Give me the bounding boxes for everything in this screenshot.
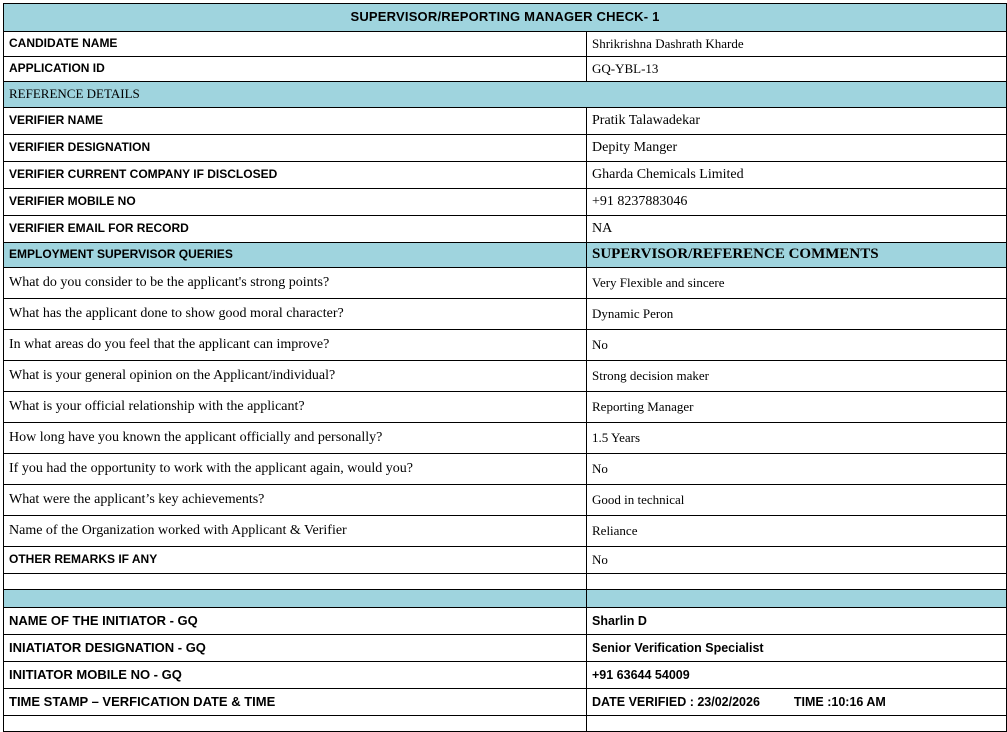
table-row — [4, 423, 1007, 454]
queries-header-left: EMPLOYMENT SUPERVISOR QUERIES — [4, 243, 587, 268]
table-row — [4, 299, 1007, 330]
candidate-name-label: CANDIDATE NAME — [4, 32, 587, 57]
question-label: How long have you known the applicant officially and personally? — [4, 423, 587, 454]
verifier-mobile-label: VERIFIER MOBILE NO — [4, 189, 587, 216]
verifier-email-value: NA — [587, 216, 1007, 243]
table-row — [4, 454, 1007, 485]
application-id-row — [4, 57, 1007, 82]
table-row — [4, 162, 1007, 189]
spacer-cell-right — [587, 574, 1007, 590]
verifier-designation-label: VERIFIER DESIGNATION — [4, 135, 587, 162]
initiator-designation-label: INIATIATOR DESIGNATION - GQ — [4, 635, 587, 662]
question-label: If you had the opportunity to work with the applicant again, would you? — [4, 454, 587, 485]
other-remarks-row — [4, 547, 1007, 574]
question-label: Name of the Organization worked with Applicant & Verifier — [4, 516, 587, 547]
answer-value: Dynamic Peron — [587, 299, 1007, 330]
answer-value: Reliance — [587, 516, 1007, 547]
verifier-company-value: Gharda Chemicals Limited — [587, 162, 1007, 189]
answer-value: Good in technical — [587, 485, 1007, 516]
table-row — [4, 485, 1007, 516]
timestamp-time: TIME :10:16 AM — [793, 694, 886, 709]
other-remarks-label: OTHER REMARKS IF ANY — [4, 547, 587, 574]
timestamp-row — [4, 689, 1007, 716]
timestamp-date: DATE VERIFIED : 23/02/2026 — [592, 694, 760, 709]
table-row — [4, 516, 1007, 547]
table-row — [4, 608, 1007, 635]
table-row — [4, 216, 1007, 243]
table-row — [4, 392, 1007, 423]
answer-value: Very Flexible and sincere — [587, 268, 1007, 299]
verifier-name-label: VERIFIER NAME — [4, 108, 587, 135]
verification-form-table — [3, 3, 1007, 732]
verifier-name-value: Pratik Talawadekar — [587, 108, 1007, 135]
verifier-company-label: VERIFIER CURRENT COMPANY IF DISCLOSED — [4, 162, 587, 189]
queries-header-row — [4, 243, 1007, 268]
queries-header-right: SUPERVISOR/REFERENCE COMMENTS — [587, 243, 1007, 268]
reference-details-section-title: REFERENCE DETAILS — [4, 82, 1007, 108]
footer-spacer-left — [4, 716, 587, 732]
question-label: In what areas do you feel that the applicant can improve? — [4, 330, 587, 361]
spacer-row — [4, 574, 1007, 590]
initiator-name-label: NAME OF THE INITIATOR - GQ — [4, 608, 587, 635]
table-row — [4, 330, 1007, 361]
initiator-mobile-value: +91 63644 54009 — [587, 662, 1007, 689]
answer-value: Reporting Manager — [587, 392, 1007, 423]
question-label: What do you consider to be the applicant's strong points? — [4, 268, 587, 299]
timestamp-value — [587, 689, 1007, 716]
candidate-name-row — [4, 32, 1007, 57]
document-sheet — [0, 3, 1007, 729]
application-id-value: GQ-YBL-13 — [587, 57, 1007, 82]
answer-value: Strong decision maker — [587, 361, 1007, 392]
document-title: SUPERVISOR/REPORTING MANAGER CHECK- 1 — [4, 4, 1007, 32]
other-remarks-value: No — [587, 547, 1007, 574]
question-label: What has the applicant done to show good moral character? — [4, 299, 587, 330]
table-row — [4, 361, 1007, 392]
reference-details-section-row — [4, 82, 1007, 108]
timestamp-label: TIME STAMP – VERFICATION DATE & TIME — [4, 689, 587, 716]
table-row — [4, 268, 1007, 299]
answer-value: No — [587, 454, 1007, 485]
verifier-mobile-value: +91 8237883046 — [587, 189, 1007, 216]
application-id-label: APPLICATION ID — [4, 57, 587, 82]
divider-band-row — [4, 590, 1007, 608]
table-row — [4, 135, 1007, 162]
answer-value: No — [587, 330, 1007, 361]
spacer-cell-left — [4, 574, 587, 590]
document-title-row — [4, 4, 1007, 32]
footer-spacer-right — [587, 716, 1007, 732]
verifier-email-label: VERIFIER EMAIL FOR RECORD — [4, 216, 587, 243]
question-label: What were the applicant’s key achievements? — [4, 485, 587, 516]
table-row — [4, 635, 1007, 662]
question-label: What is your official relationship with the applicant? — [4, 392, 587, 423]
table-row — [4, 662, 1007, 689]
initiator-designation-value: Senior Verification Specialist — [587, 635, 1007, 662]
answer-value: 1.5 Years — [587, 423, 1007, 454]
table-row — [4, 108, 1007, 135]
footer-spacer-row — [4, 716, 1007, 732]
initiator-name-value: Sharlin D — [587, 608, 1007, 635]
table-row — [4, 189, 1007, 216]
divider-band-left — [4, 590, 587, 608]
divider-band-right — [587, 590, 1007, 608]
question-label: What is your general opinion on the Applicant/individual? — [4, 361, 587, 392]
verifier-designation-value: Depity Manger — [587, 135, 1007, 162]
initiator-mobile-label: INITIATOR MOBILE NO - GQ — [4, 662, 587, 689]
candidate-name-value: Shrikrishna Dashrath Kharde — [587, 32, 1007, 57]
